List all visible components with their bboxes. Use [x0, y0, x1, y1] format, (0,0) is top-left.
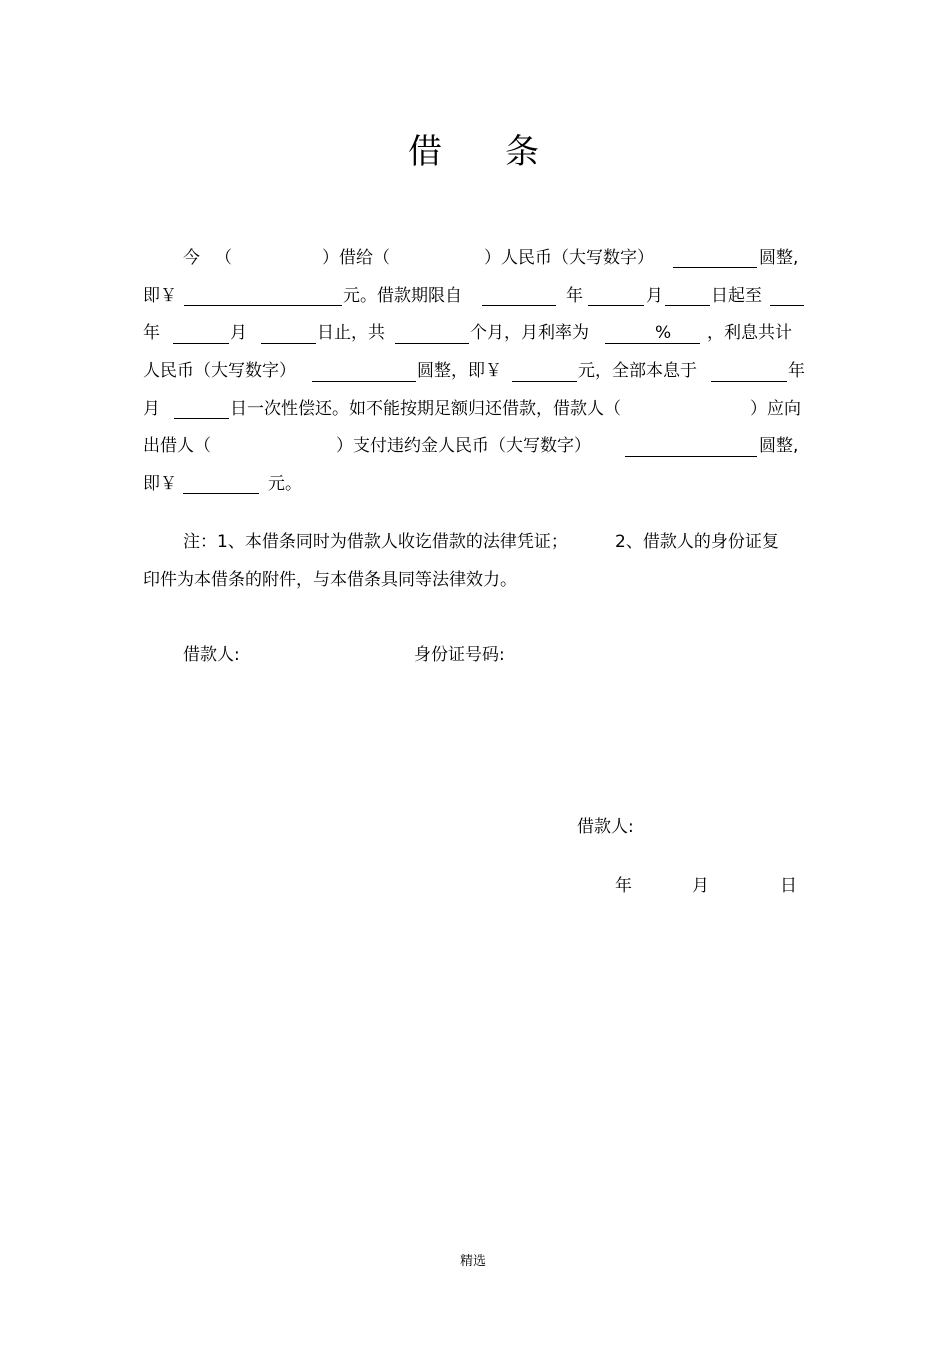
body-text: 即￥ [143, 474, 177, 494]
body-text: 即￥ [143, 286, 177, 306]
blank-line [183, 493, 259, 494]
title-left-char: 借 [408, 132, 442, 172]
body-text: 今 [183, 248, 200, 268]
body-text: 个月，月利率为 [470, 323, 589, 343]
blank-line [482, 305, 556, 306]
body-text: ）应向 [750, 399, 801, 419]
blank-line [625, 456, 757, 457]
blank-line [395, 343, 469, 344]
body-text: 元。借款期限自 [343, 286, 462, 306]
body-text: 圆整，即￥ [417, 361, 502, 381]
blank-line [665, 305, 710, 306]
note-text: 印件为本借条的附件，与本借条具同等法律效力。 [143, 570, 517, 590]
body-text: 出借人（ [143, 436, 211, 456]
blank-line [770, 305, 804, 306]
body-text: 日起至 [711, 286, 762, 306]
body-text: ）人民币（大写数字） [484, 248, 654, 268]
body-text: 人民币（大写数字） [143, 361, 296, 381]
borrower-signature-label: 借款人: [577, 817, 634, 837]
id-number-label: 身份证号码: [414, 645, 505, 665]
body-text: 日止，共 [317, 323, 385, 343]
body-text: ）借给（ [322, 248, 390, 268]
note-text: 2、借款人的身份证复 [615, 532, 779, 552]
body-text: ）支付违约金人民币（大写数字） [336, 436, 591, 456]
blank-line [184, 305, 342, 306]
blank-line [605, 343, 700, 344]
body-text: 圆整, [759, 436, 799, 456]
body-text: 日一次性偿还。如不能按期足额归还借款，借款人（ [230, 399, 621, 419]
body-text: 月 [143, 399, 160, 419]
body-text: 年 [788, 361, 805, 381]
blank-line [173, 343, 229, 344]
body-text: 月 [230, 323, 247, 343]
date-day-label: 日 [780, 876, 797, 896]
blank-line [174, 418, 229, 419]
body-text: 年 [566, 286, 583, 306]
body-text: 月 [646, 286, 663, 306]
body-text: 元，全部本息于 [578, 361, 697, 381]
body-text: 圆整, [759, 248, 799, 268]
body-text: 年 [143, 323, 160, 343]
blank-line [673, 267, 757, 268]
body-text: ，利息共计 [707, 323, 792, 343]
blank-line [312, 381, 416, 382]
blank-line [261, 343, 316, 344]
body-text: 元。 [268, 474, 302, 494]
date-year-label: 年 [615, 876, 632, 896]
borrower-label: 借款人: [183, 645, 240, 665]
blank-line [512, 381, 577, 382]
title-right-char: 条 [505, 132, 539, 172]
percent-sign: % [655, 323, 672, 343]
note-text: 注：1、本借条同时为借款人收讫借款的法律凭证； [183, 532, 568, 552]
blank-line [711, 381, 787, 382]
blank-line [588, 305, 644, 306]
date-month-label: 月 [692, 876, 709, 896]
body-text: （ [215, 248, 232, 268]
footer-text: 精选 [460, 1254, 487, 1269]
